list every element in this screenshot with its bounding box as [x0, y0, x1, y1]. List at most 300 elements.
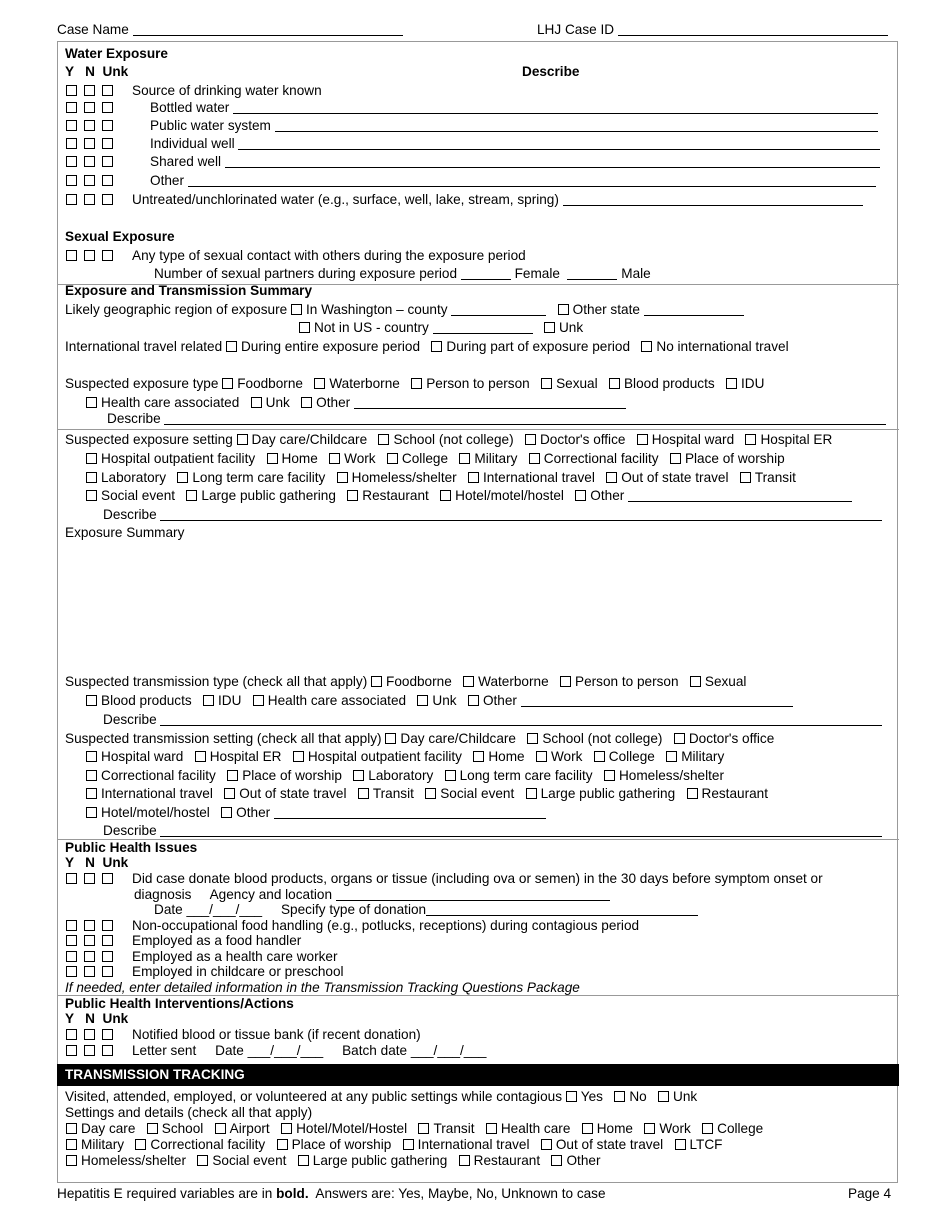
exp-type-health-care-checkbox[interactable] [86, 397, 97, 408]
exp-type-sexual-checkbox[interactable] [541, 378, 552, 389]
water-other-y-checkbox[interactable] [66, 175, 77, 186]
phi-title: Public Health Issues [65, 840, 198, 855]
intl-travel-row [65, 339, 789, 355]
tt-correctional-checkbox[interactable] [135, 1139, 146, 1150]
individual-n-checkbox[interactable] [84, 138, 95, 149]
case-name-label: Case Name [57, 22, 129, 37]
hcw-unk-checkbox[interactable] [102, 951, 113, 962]
tracking-row-3 [66, 1153, 600, 1169]
shared-unk-checkbox[interactable] [102, 156, 113, 167]
region-label: Likely geographic region of exposure [65, 302, 288, 317]
male-label: Male [621, 266, 651, 281]
tt-military-checkbox[interactable] [66, 1139, 77, 1150]
public-unk-checkbox[interactable] [102, 120, 113, 131]
option-label: Sexual [704, 674, 747, 689]
option-label: Restaurant [701, 786, 768, 801]
option-label: School [161, 1121, 204, 1136]
page-number: Page 4 [848, 1186, 892, 1201]
lhj-case-id-field[interactable] [618, 23, 888, 36]
option-label: Day care/Childcare [400, 731, 516, 746]
exp-set-daycare-checkbox[interactable] [237, 434, 248, 445]
individual-well-describe-field[interactable] [238, 137, 880, 150]
tx-set-work-checkbox[interactable] [536, 751, 547, 762]
option-label: Place of worship [684, 451, 785, 466]
option-label: Large public gathering [312, 1153, 448, 1168]
water-other-describe-field[interactable] [188, 174, 876, 187]
notified-y-checkbox[interactable] [66, 1029, 77, 1040]
no-intl-travel-label: No international travel [656, 339, 789, 354]
food-handler-label: Employed as a food handler [132, 933, 302, 948]
option-label: Blood products [623, 376, 715, 391]
transmission-setting-row-2 [86, 749, 724, 765]
bottled-water-describe-field[interactable] [233, 101, 878, 114]
option-label: Hospital ward [101, 749, 184, 764]
visited-no-checkbox[interactable] [614, 1091, 625, 1102]
tx-set-out-of-state-checkbox[interactable] [224, 788, 235, 799]
tt-hotel-checkbox[interactable] [281, 1123, 292, 1134]
region-unk-label: Unk [558, 320, 584, 335]
tt-work-checkbox[interactable] [644, 1123, 655, 1134]
donate-agency-row [134, 887, 610, 903]
exp-set-out-of-state-checkbox[interactable] [606, 472, 617, 483]
individual-y-checkbox[interactable] [66, 138, 77, 149]
tt-out-of-state-checkbox[interactable] [541, 1139, 552, 1150]
sexual-contact-unk-checkbox[interactable] [102, 250, 113, 261]
sexual-partners-row [154, 266, 651, 282]
option-label: Correctional facility [150, 1137, 266, 1152]
tx-type-sexual-checkbox[interactable] [690, 676, 701, 687]
exp-set-worship-checkbox[interactable] [670, 453, 681, 464]
individual-unk-checkbox[interactable] [102, 138, 113, 149]
option-label: Large public gathering [201, 488, 336, 503]
option-label: Large public gathering [540, 786, 676, 801]
donate-n-checkbox[interactable] [84, 873, 95, 884]
female-label: Female [514, 266, 560, 281]
phi-ynu-header: Y N Unk [65, 855, 129, 870]
tt-gathering-checkbox[interactable] [298, 1155, 309, 1166]
option-label: Other [566, 1153, 601, 1168]
tx-type-other-field[interactable] [521, 694, 793, 707]
exp-set-social-checkbox[interactable] [86, 490, 97, 501]
transmission-setting-row-5 [86, 805, 546, 821]
describe-label: Describe [103, 823, 157, 838]
option-label: Person to person [575, 674, 679, 689]
exp-type-unk-checkbox[interactable] [251, 397, 262, 408]
exp-type-other-checkbox[interactable] [301, 397, 312, 408]
exp-set-hospital-er-checkbox[interactable] [745, 434, 756, 445]
tt-restaurant-checkbox[interactable] [459, 1155, 470, 1166]
summary-title: Exposure and Transmission Summary [65, 283, 313, 298]
option-label: Homeless/shelter [618, 768, 724, 783]
exposure-type-row-2 [86, 395, 626, 411]
untreated-water-label: Untreated/unchlorinated water (e.g., surface, well, lake, stream, spring) [132, 192, 559, 207]
food-handling-n-checkbox[interactable] [84, 920, 95, 931]
donate-date-row [154, 902, 698, 918]
agency-location-field[interactable] [336, 888, 610, 901]
bottled-y-checkbox[interactable] [66, 102, 77, 113]
tt-intl-travel-checkbox[interactable] [403, 1139, 414, 1150]
option-label: Restaurant [362, 488, 429, 503]
exp-set-restaurant-checkbox[interactable] [347, 490, 358, 501]
option-label: Health care [500, 1121, 571, 1136]
donation-type-label: Specify type of donation [280, 902, 427, 917]
option-label: International travel [483, 470, 595, 485]
exp-type-foodborne-checkbox[interactable] [222, 378, 233, 389]
option-label: Work [550, 749, 583, 764]
water-other-row [66, 173, 876, 189]
shared-well-describe-field[interactable] [225, 155, 880, 168]
notified-row [66, 1027, 421, 1043]
part-period-checkbox[interactable] [431, 341, 442, 352]
tt-health-care-checkbox[interactable] [486, 1123, 497, 1134]
shared-y-checkbox[interactable] [66, 156, 77, 167]
letter-label: Letter sent [132, 1043, 197, 1058]
other-state-field[interactable] [644, 303, 744, 316]
option-label: Unk [432, 693, 457, 708]
tx-type-blood-checkbox[interactable] [86, 695, 97, 706]
visited-row [65, 1089, 697, 1105]
food-handling-label: Non-occupational food handling (e.g., potlucks, receptions) during contagious period [132, 918, 640, 933]
option-label: Long term care facility [459, 768, 593, 783]
in-washington-checkbox[interactable] [291, 304, 302, 315]
option-label: Foodborne [237, 376, 303, 391]
interventions-ynu-header: Y N Unk [65, 1011, 129, 1026]
option-label: Other [236, 805, 271, 820]
intl-travel-label: International travel related [65, 339, 223, 354]
food-handler-unk-checkbox[interactable] [102, 935, 113, 946]
water-other-unk-checkbox[interactable] [102, 175, 113, 186]
notified-unk-checkbox[interactable] [102, 1029, 113, 1040]
letter-n-checkbox[interactable] [84, 1045, 95, 1056]
option-label: LTCF [689, 1137, 723, 1152]
exposure-setting-row-3 [86, 470, 796, 486]
letter-row [66, 1043, 486, 1059]
exp-set-intl-travel-checkbox[interactable] [468, 472, 479, 483]
option-label: Other [316, 395, 351, 410]
option-label: College [717, 1121, 764, 1136]
tx-set-home-checkbox[interactable] [473, 751, 484, 762]
exp-set-outpatient-checkbox[interactable] [86, 453, 97, 464]
food-handler-y-checkbox[interactable] [66, 935, 77, 946]
letter-unk-checkbox[interactable] [102, 1045, 113, 1056]
tt-home-checkbox[interactable] [582, 1123, 593, 1134]
water-exposure-title: Water Exposure [65, 46, 168, 61]
transmission-setting-row-4 [86, 786, 768, 802]
wa-county-field[interactable] [451, 303, 546, 316]
exp-type-describe-field[interactable] [164, 412, 886, 425]
tracking-row-2 [66, 1137, 722, 1153]
bottled-unk-checkbox[interactable] [102, 102, 113, 113]
no-intl-travel-checkbox[interactable] [641, 341, 652, 352]
option-label: Military [81, 1137, 125, 1152]
public-water-describe-field[interactable] [275, 119, 878, 132]
region-row [65, 302, 744, 318]
tx-set-doctor-checkbox[interactable] [674, 733, 685, 744]
tx-set-outpatient-checkbox[interactable] [293, 751, 304, 762]
tx-set-restaurant-checkbox[interactable] [687, 788, 698, 799]
visited-unk-checkbox[interactable] [658, 1091, 669, 1102]
food-handling-row [66, 918, 639, 934]
food-handling-y-checkbox[interactable] [66, 920, 77, 931]
sexual-exposure-title: Sexual Exposure [65, 229, 175, 244]
tx-set-college-checkbox[interactable] [594, 751, 605, 762]
visited-unk-label: Unk [673, 1089, 698, 1104]
hcw-y-checkbox[interactable] [66, 951, 77, 962]
exp-set-describe-field[interactable] [160, 508, 882, 521]
tt-college-checkbox[interactable] [702, 1123, 713, 1134]
tt-airport-checkbox[interactable] [215, 1123, 226, 1134]
tx-type-idu-checkbox[interactable] [203, 695, 214, 706]
tx-set-other-field[interactable] [274, 806, 546, 819]
region-row-2 [299, 320, 583, 336]
water-other-label: Other [150, 173, 184, 188]
entire-period-label: During entire exposure period [240, 339, 421, 354]
tx-set-intl-travel-checkbox[interactable] [86, 788, 97, 799]
tx-set-other-checkbox[interactable] [221, 807, 232, 818]
transmission-setting-label: Suspected transmission setting (check all that apply) [65, 731, 382, 746]
option-label: Transit [372, 786, 414, 801]
visited-label: Visited, attended, employed, or volunteered at any public settings while contagious [65, 1089, 562, 1104]
sexual-contact-n-checkbox[interactable] [84, 250, 95, 261]
describe-label: Describe [103, 712, 157, 727]
option-label: Hospital ER [209, 749, 282, 764]
other-state-checkbox[interactable] [558, 304, 569, 315]
exp-set-doctor-checkbox[interactable] [525, 434, 536, 445]
hcw-label: Employed as a health care worker [132, 949, 338, 964]
exp-set-other-checkbox[interactable] [575, 490, 586, 501]
exposure-type-describe-row [107, 411, 886, 427]
option-label: Home [488, 749, 525, 764]
option-label: Hospital outpatient facility [101, 451, 256, 466]
exp-set-school-checkbox[interactable] [378, 434, 389, 445]
visited-yes-checkbox[interactable] [566, 1091, 577, 1102]
shared-n-checkbox[interactable] [84, 156, 95, 167]
tx-set-worship-checkbox[interactable] [227, 770, 238, 781]
notified-label: Notified blood or tissue bank (if recent donation) [132, 1027, 421, 1042]
tt-school-checkbox[interactable] [147, 1123, 158, 1134]
tx-set-hospital-ward-checkbox[interactable] [86, 751, 97, 762]
transmission-setting-row-3 [86, 768, 724, 784]
hcw-n-checkbox[interactable] [84, 951, 95, 962]
untreated-water-describe-field[interactable] [563, 193, 863, 206]
water-ynu-header: Y N Unk [65, 64, 129, 79]
option-label: Blood products [101, 693, 192, 708]
tt-other-checkbox[interactable] [551, 1155, 562, 1166]
exposure-type-label: Suspected exposure type [65, 376, 219, 391]
option-label: Military [474, 451, 518, 466]
bottled-n-checkbox[interactable] [84, 102, 95, 113]
tx-set-school-checkbox[interactable] [527, 733, 538, 744]
tt-worship-checkbox[interactable] [277, 1139, 288, 1150]
option-label: International travel [101, 786, 213, 801]
exp-set-homeless-checkbox[interactable] [337, 472, 348, 483]
exp-set-gathering-checkbox[interactable] [186, 490, 197, 501]
footer-answers: Answers are: Yes, Maybe, No, Unknown to case [308, 1186, 606, 1201]
agency-label: Agency and location [209, 887, 333, 902]
transmission-type-describe-row [103, 712, 882, 728]
option-label: Military [681, 749, 725, 764]
entire-period-checkbox[interactable] [226, 341, 237, 352]
transmission-type-label: Suspected transmission type (check all that apply) [65, 674, 368, 689]
lhj-case-id-row [537, 22, 888, 38]
region-unk-checkbox[interactable] [544, 322, 555, 333]
tx-set-correctional-checkbox[interactable] [86, 770, 97, 781]
not-in-us-checkbox[interactable] [299, 322, 310, 333]
exp-set-lab-checkbox[interactable] [86, 472, 97, 483]
exposure-type-row-1 [65, 376, 764, 392]
exp-type-waterborne-checkbox[interactable] [314, 378, 325, 389]
exp-set-other-field[interactable] [628, 489, 852, 502]
exp-set-transit-checkbox[interactable] [740, 472, 751, 483]
option-label: Social event [212, 1153, 287, 1168]
option-label: Correctional facility [101, 768, 216, 783]
water-bottled-row [66, 100, 878, 116]
water-other-n-checkbox[interactable] [84, 175, 95, 186]
tt-social-checkbox[interactable] [197, 1155, 208, 1166]
tx-type-unk-checkbox[interactable] [417, 695, 428, 706]
tx-type-waterborne-checkbox[interactable] [463, 676, 474, 687]
exposure-summary-label: Exposure Summary [65, 525, 185, 540]
exp-set-work-checkbox[interactable] [329, 453, 340, 464]
tx-type-other-checkbox[interactable] [468, 695, 479, 706]
option-label: Transit [433, 1121, 475, 1136]
batch-date-field[interactable]: Batch date ___/___/___ [342, 1043, 487, 1058]
country-field[interactable] [433, 321, 533, 334]
option-label: Hotel/motel/hostel [455, 488, 564, 503]
untreated-y-checkbox[interactable] [66, 194, 77, 205]
tx-set-social-checkbox[interactable] [425, 788, 436, 799]
case-name-field[interactable] [133, 23, 403, 36]
tt-ltcf-checkbox[interactable] [675, 1139, 686, 1150]
individual-well-label: Individual well [150, 136, 235, 151]
food-handler-n-checkbox[interactable] [84, 935, 95, 946]
option-label: Transit [754, 470, 796, 485]
exp-set-college-checkbox[interactable] [387, 453, 398, 464]
childcare-y-checkbox[interactable] [66, 966, 77, 977]
sexual-contact-y-checkbox[interactable] [66, 250, 77, 261]
option-label: Homeless/shelter [81, 1153, 187, 1168]
option-label: Work [344, 451, 376, 466]
tx-set-ltcf-checkbox[interactable] [445, 770, 456, 781]
tx-set-daycare-checkbox[interactable] [385, 733, 396, 744]
option-label: Out of state travel [239, 786, 347, 801]
option-label: Airport [229, 1121, 270, 1136]
option-label: Correctional facility [543, 451, 659, 466]
water-source-unk-checkbox[interactable] [102, 85, 113, 96]
option-label: IDU [218, 693, 242, 708]
exposure-setting-label: Suspected exposure setting [65, 432, 233, 447]
visited-yes-label: Yes [580, 1089, 603, 1104]
tx-set-homeless-checkbox[interactable] [604, 770, 615, 781]
donation-date-field[interactable]: Date ___/___/___ [154, 902, 263, 917]
tx-set-describe-field[interactable] [160, 824, 882, 837]
water-source-n-checkbox[interactable] [84, 85, 95, 96]
tt-homeless-checkbox[interactable] [66, 1155, 77, 1166]
tx-set-transit-checkbox[interactable] [358, 788, 369, 799]
option-label: Social event [101, 488, 176, 503]
exp-set-ltcf-checkbox[interactable] [177, 472, 188, 483]
exp-type-blood-checkbox[interactable] [609, 378, 620, 389]
public-y-checkbox[interactable] [66, 120, 77, 131]
tx-set-military-checkbox[interactable] [666, 751, 677, 762]
option-label: Hotel/motel/hostel [101, 805, 210, 820]
settings-details-label: Settings and details (check all that apply) [65, 1105, 313, 1120]
childcare-unk-checkbox[interactable] [102, 966, 113, 977]
tracking-row-1 [66, 1121, 763, 1137]
option-label: Health care associated [101, 395, 240, 410]
bottled-water-label: Bottled water [150, 100, 230, 115]
option-label: Other [482, 693, 517, 708]
option-label: Laboratory [368, 768, 434, 783]
exp-set-home-checkbox[interactable] [267, 453, 278, 464]
describe-label: Describe [107, 411, 161, 426]
tx-set-hotel-checkbox[interactable] [86, 807, 97, 818]
tt-transit-checkbox[interactable] [418, 1123, 429, 1134]
tt-daycare-checkbox[interactable] [66, 1123, 77, 1134]
tx-type-health-care-checkbox[interactable] [253, 695, 264, 706]
tx-set-hospital-er-checkbox[interactable] [195, 751, 206, 762]
untreated-unk-checkbox[interactable] [102, 194, 113, 205]
exposure-setting-describe-row [103, 507, 882, 523]
water-shared-row [66, 154, 880, 170]
exp-set-correctional-checkbox[interactable] [529, 453, 540, 464]
tx-type-foodborne-checkbox[interactable] [371, 676, 382, 687]
donation-type-field[interactable] [426, 903, 698, 916]
lhj-case-id-label: LHJ Case ID [537, 22, 615, 37]
exp-set-hotel-checkbox[interactable] [440, 490, 451, 501]
tx-set-lab-checkbox[interactable] [353, 770, 364, 781]
option-label: Foodborne [386, 674, 452, 689]
donate-y-checkbox[interactable] [66, 873, 77, 884]
tx-type-describe-field[interactable] [160, 713, 882, 726]
tx-set-gathering-checkbox[interactable] [526, 788, 537, 799]
option-label: Restaurant [473, 1153, 541, 1168]
childcare-label: Employed in childcare or preschool [132, 964, 344, 979]
water-source-y-checkbox[interactable] [66, 85, 77, 96]
public-n-checkbox[interactable] [84, 120, 95, 131]
section-divider [57, 429, 899, 430]
food-handling-unk-checkbox[interactable] [102, 920, 113, 931]
hcw-row [66, 949, 338, 965]
in-washington-label: In Washington – county [305, 302, 448, 317]
donate-unk-checkbox[interactable] [102, 873, 113, 884]
exposure-summary-textarea[interactable] [62, 543, 894, 671]
exp-set-hospital-ward-checkbox[interactable] [637, 434, 648, 445]
tx-type-person-checkbox[interactable] [560, 676, 571, 687]
option-label: Hotel/Motel/Hostel [296, 1121, 408, 1136]
exp-type-person-checkbox[interactable] [411, 378, 422, 389]
transmission-type-row-1 [65, 674, 746, 690]
option-label: Place of worship [291, 1137, 392, 1152]
exp-type-idu-checkbox[interactable] [726, 378, 737, 389]
option-label: Long term care facility [192, 470, 326, 485]
phi-note: If needed, enter detailed information in the Transmission Tracking Questions Package [65, 980, 580, 995]
exp-type-other-field[interactable] [354, 396, 626, 409]
exp-set-military-checkbox[interactable] [459, 453, 470, 464]
water-individual-row [66, 136, 880, 152]
untreated-n-checkbox[interactable] [84, 194, 95, 205]
female-partners-field[interactable] [461, 267, 511, 280]
letter-date-field[interactable]: Date ___/___/___ [215, 1043, 324, 1058]
letter-y-checkbox[interactable] [66, 1045, 77, 1056]
option-label: Hospital outpatient facility [307, 749, 462, 764]
childcare-n-checkbox[interactable] [84, 966, 95, 977]
notified-n-checkbox[interactable] [84, 1029, 95, 1040]
male-partners-field[interactable] [567, 267, 617, 280]
not-in-us-label: Not in US - country [314, 320, 429, 335]
water-source-known-label: Source of drinking water known [132, 83, 322, 98]
exposure-setting-row-1 [65, 432, 832, 448]
